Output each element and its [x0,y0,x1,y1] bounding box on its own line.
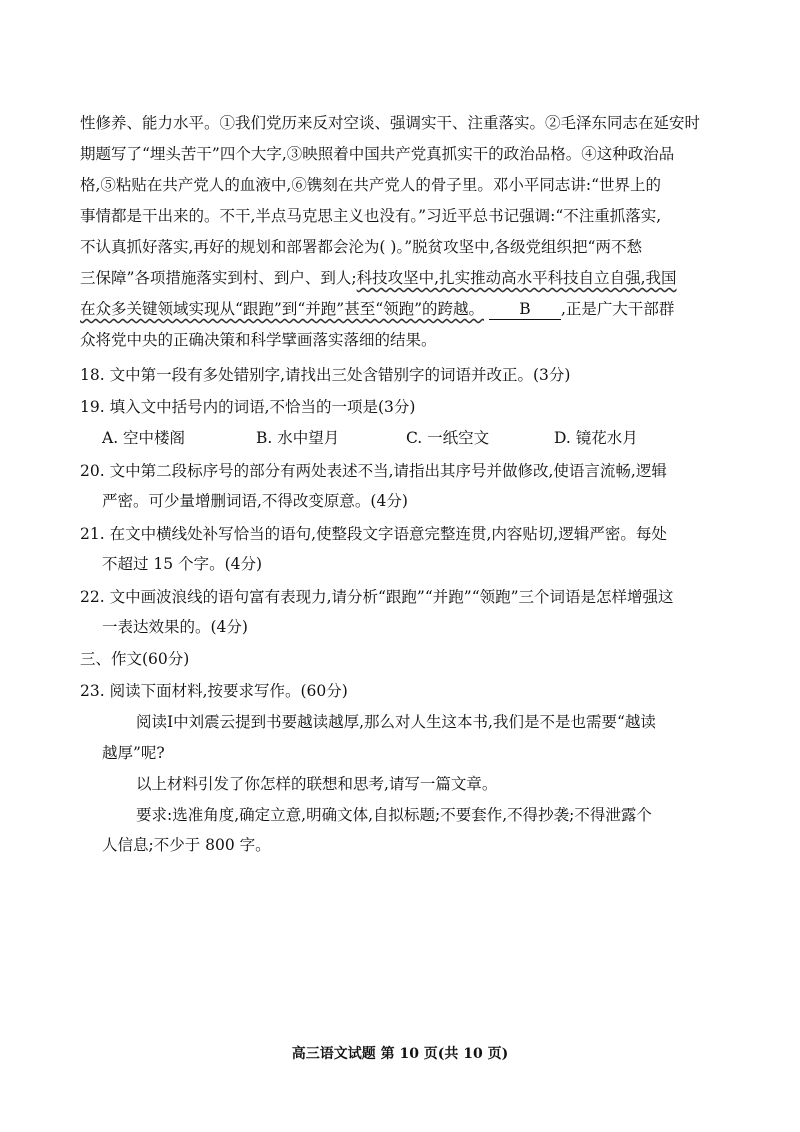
option-b: B. 水中望月 [256,429,340,447]
question-23: 23. 阅读下面材料,按要求写作。(60分) [80,682,348,700]
essay-material-line-1: 阅读Ⅰ中刘震云提到书要越读越厚,那么对人生这本书,我们是不是也需要“越读 [136,713,656,731]
option-a: A. 空中楼阁 [102,429,186,447]
passage-line-7 [80,298,674,320]
question-22-cont: 一表达效果的。(4分) [102,618,248,636]
question-19-options [0,427,800,449]
option-c: C. 一纸空文 [406,429,490,447]
question-19: 19. 填入文中括号内的词语,不恰当的一项是(3分) [80,398,416,416]
passage-line-4: 事情都是干出来的。不干,半点马克思主义也没有。”习近平总书记强调:“不注重抓落实, [80,207,662,225]
page-footer: 高三语文试题 第 10 页(共 10 页) [291,1046,509,1062]
question-20-cont: 严密。可少量增删词语,不得改变原意。(4分) [102,492,408,510]
passage-line-7-tail: ,正是广大干部群 [560,300,675,318]
passage-line-8: 众将党中央的正确决策和科学擘画落实落细的结果。 [80,331,437,349]
wavy-underlined-sentence-part-1: 科技攻坚中,扎实推动高水平科技自立自强,我国 [356,269,677,287]
passage-line-6 [80,267,677,289]
option-d: D. 镜花水月 [554,429,638,447]
question-20: 20. 文中第二段标序号的部分有两处表述不当,请指出其序号并做修改,使语言流畅,逻辑 [80,462,667,480]
passage-line-1: 性修养、能力水平。①我们党历来反对空谈、强调实干、注重落实。②毛泽东同志在延安时 [80,114,701,132]
essay-prompt: 以上材料引发了你怎样的联想和思考,请写一篇文章。 [136,775,498,793]
fill-blank-b: B [489,299,561,320]
question-21-cont: 不超过 15 个字。(4分) [102,555,263,573]
wavy-underlined-sentence-part-2: 在众多关键领域实现从“跟跑”到“并跑”甚至“领跑”的跨越。 [80,300,485,318]
question-21: 21. 在文中横线处补写恰当的语句,使整段文字语意完整连贯,内容贴切,逻辑严密。每处 [80,525,667,543]
essay-material-line-2: 越厚”呢? [102,744,165,762]
passage-line-2: 期题写了“埋头苦干”四个大字,③映照着中国共产党真抓实干的政治品格。④这种政治品 [80,145,675,163]
section-heading-essay: 三、作文(60分) [80,650,190,668]
passage-line-6-plain: 三保障”各项措施落实到村、到户、到人; [80,269,357,287]
essay-requirements-line-2: 人信息;不少于 800 字。 [102,836,271,854]
question-22: 22. 文中画波浪线的语句富有表现力,请分析“跟跑”“并跑”“领跑”三个词语是怎样增强这 [80,588,674,606]
passage-line-5: 不认真抓好落实,再好的规划和部署都会沦为( )。”脱贫攻坚中,各级党组织把“两不愁 [80,238,642,256]
essay-requirements-line-1: 要求:选准角度,确定立意,明确文体,自拟标题;不要套作,不得抄袭;不得泄露个 [136,806,652,824]
passage-line-3: 格,⑤粘贴在共产党人的血液中,⑥镌刻在共产党人的骨子里。邓小平同志讲:“世界上的 [80,176,662,194]
question-18: 18. 文中第一段有多处错别字,请找出三处含错别字的词语并改正。(3分) [80,366,571,384]
